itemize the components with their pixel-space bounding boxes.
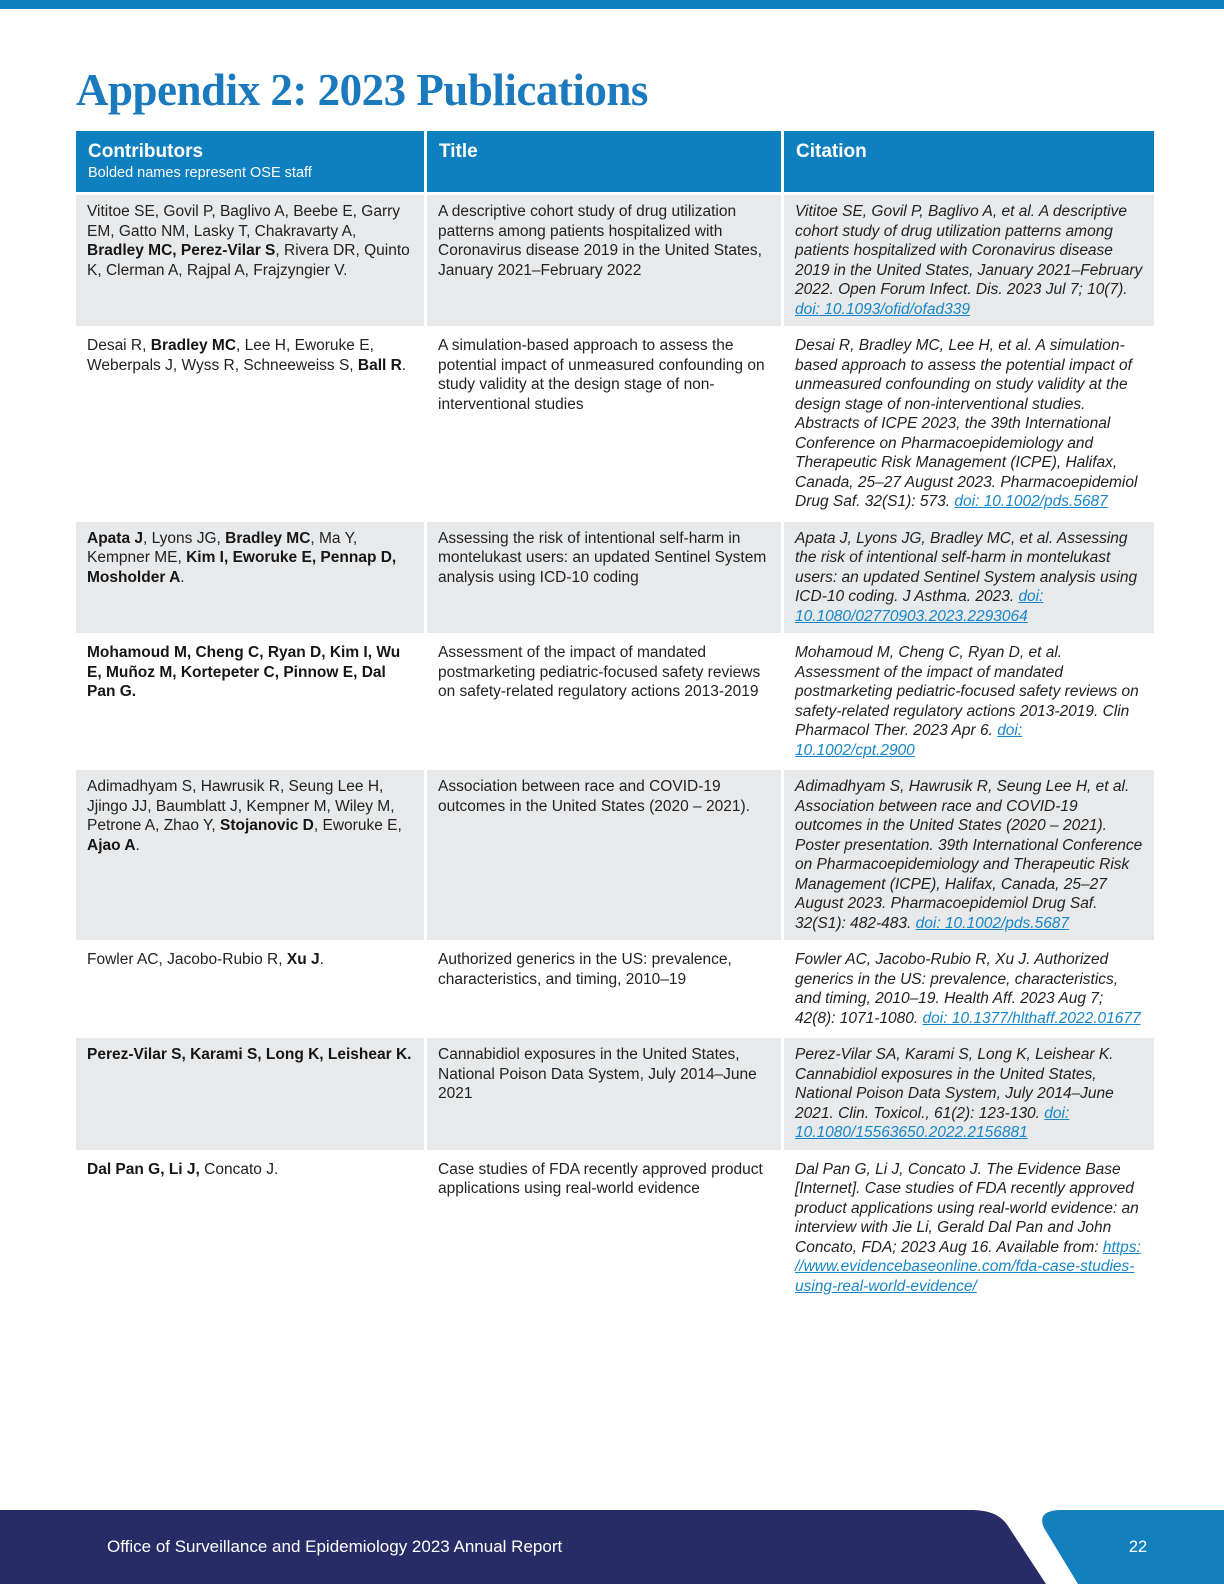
contributors-cell: Vititoe SE, Govil P, Baglivo A, Beebe E, Garry EM, Gatto NM, Lasky T, Chakravarty A, Bradley MC, Perez-Vilar S, Rivera DR, Quinto K, Clerman A, Rajpal A, Frajzyngier V. (76, 195, 424, 326)
title-cell: Authorized generics in the US: prevalence, characteristics, and timing, 2010–19 (427, 943, 781, 1035)
title-cell: Cannabidiol exposures in the United States, National Poison Data System, July 2014–June 2021 (427, 1038, 781, 1150)
contributors-header-cell (76, 131, 424, 192)
citation-cell: Desai R, Bradley MC, Lee H, et al. A simulation-based approach to assess the potential impact of unmeasured confounding on study validity at the design stage of non-interventional studies. Abstracts of ICPE 2023, the 39th International Conference on Pharmacoepidemiology and Therapeutic Risk Management (ICPE), Halifax, Canada, 25–27 August 2023. Pharmacoepidemiol Drug Saf. 32(S1): 573. doi: 10.1002/pds.5687 (784, 329, 1154, 519)
contributors-cell: Desai R, Bradley MC, Lee H, Eworuke E, Weberpals J, Wyss R, Schneeweiss S, Ball R. (76, 329, 424, 519)
doi-link[interactable]: doi: 10.1002/pds.5687 (954, 493, 1108, 510)
contributors-cell: Apata J, Lyons JG, Bradley MC, Ma Y, Kempner ME, Kim I, Eworuke E, Pennap D, Mosholder A. (76, 522, 424, 634)
citation-cell: Mohamoud M, Cheng C, Ryan D, et al. Assessment of the impact of mandated postmarketing pediatric-focused safety reviews on safety-related regulatory actions 2013-2019. Clin Pharmacol Ther. 2023 Apr 6. doi: 10.1002/cpt.2900 (784, 636, 1154, 767)
title-cell: Assessment of the impact of mandated postmarketing pediatric-focused safety reviews on safety-related regulatory actions 2013-2019 (427, 636, 781, 767)
doi-link[interactable]: doi: 10.1377/hlthaff.2022.01677 (922, 1009, 1141, 1027)
top-accent-bar (0, 0, 1224, 9)
doi-link[interactable]: doi: 10.1093/ofid/ofad339 (795, 300, 970, 318)
doi-link[interactable]: https: //www.evidencebaseonline.com/fda-case-studies-using-real-world-evidence/ (795, 1238, 1141, 1295)
doi-link[interactable]: doi: 10.1002/cpt.2900 (795, 722, 1023, 759)
title-cell: Case studies of FDA recently approved product applications using real-world evidence (427, 1153, 781, 1304)
contributors-header-label: Contributors (88, 141, 204, 162)
contributors-cell: Adimadhyam S, Hawrusik R, Seung Lee H, Jjingo JJ, Baumblatt J, Kempner M, Wiley M, Petrone A, Zhao Y, Stojanovic D, Eworuke E, Ajao A. (76, 770, 424, 940)
title-cell: Assessing the risk of intentional self-harm in montelukast users: an updated Sentinel System analysis using ICD-10 coding (427, 522, 781, 634)
citation-cell: Fowler AC, Jacobo-Rubio R, Xu J. Authorized generics in the US: prevalence, characteristics, and timing, 2010–19. Health Aff. 2023 Aug 7; 42(8): 1071-1080. doi: 10.1377/hlthaff.2022.01677 (784, 943, 1154, 1035)
contributors-cell: Perez-Vilar S, Karami S, Long K, Leishear K. (76, 1038, 424, 1150)
title-cell: Association between race and COVID-19 outcomes in the United States (2020 – 2021). (427, 770, 781, 940)
citation-header-cell (784, 131, 1154, 192)
citation-header-label: Citation (796, 141, 867, 162)
page-title: Appendix 2: 2023 Publications (76, 65, 648, 115)
page-number: 22 (1128, 1537, 1148, 1556)
title-header-label: Title (439, 141, 478, 162)
doi-link[interactable]: doi: 10.1080/15563650.2022.2156881 (795, 1104, 1070, 1141)
contributors-cell: Mohamoud M, Cheng C, Ryan D, Kim I, Wu E, Muñoz M, Kortepeter C, Pinnow E, Dal Pan G. (76, 636, 424, 767)
doi-link[interactable]: doi: 10.1002/pds.5687 (915, 914, 1070, 932)
footer-bar (0, 1510, 1224, 1584)
publications-table (76, 131, 1148, 1303)
title-cell: A simulation-based approach to assess the potential impact of unmeasured confounding on study validity at the design stage of non-interventional studies (427, 329, 781, 519)
citation-cell: Perez-Vilar SA, Karami S, Long K, Leishear K. Cannabidiol exposures in the United States, National Poison Data System, July 2014–June 2021. Clin. Toxicol., 61(2): 123-130. doi: 10.1080/15563650.2022.2156881 (784, 1038, 1154, 1150)
title-header-cell (427, 131, 781, 192)
citation-cell: Dal Pan G, Li J, Concato J. The Evidence Base [Internet]. Case studies of FDA recently approved product applications using real-world evidence: an interview with Jie Li, Gerald Dal Pan and John Concato, FDA; 2023 Aug 16. Available from: https: //www.evidencebaseonline.com/fda-case-studies-using-real-world-evidence/ (784, 1153, 1154, 1304)
doi-link[interactable]: doi: 10.1080/02770903.2023.2293064 (795, 588, 1044, 625)
contributors-cell: Fowler AC, Jacobo-Rubio R, Xu J. (76, 943, 424, 1035)
contributors-cell: Dal Pan G, Li J, Concato J. (76, 1153, 424, 1304)
citation-cell: Apata J, Lyons JG, Bradley MC, et al. Assessing the risk of intentional self-harm in montelukast users: an updated Sentinel System analysis using ICD-10 coding. J Asthma. 2023. doi: 10.1080/02770903.2023.2293064 (784, 522, 1154, 634)
citation-cell: Vititoe SE, Govil P, Baglivo A, et al. A descriptive cohort study of drug utilization patterns among patients hospitalized with Coronavirus disease 2019 in the United States, January 2021–February 2022. Open Forum Infect. Dis. 2023 Jul 7; 10(7). doi: 10.1093/ofid/ofad339 (784, 195, 1154, 326)
contributors-header-note: Bolded names represent OSE staff (88, 165, 312, 181)
footer-report-title: Office of Surveillance and Epidemiology 2023 Annual Report (107, 1537, 563, 1556)
citation-cell: Adimadhyam S, Hawrusik R, Seung Lee H, et al. Association between race and COVID-19 outcomes in the United States (2020 – 2021). Poster presentation. 39th International Conference on Pharmacoepidemiology and Therapeutic Risk Management (ICPE), Halifax, Canada, 25–27 August 2023. Pharmacoepidemiol Drug Saf. 32(S1): 482-483. doi: 10.1002/pds.5687 (784, 770, 1154, 940)
title-cell: A descriptive cohort study of drug utilization patterns among patients hospitalized with Coronavirus disease 2019 in the United States, January 2021–February 2022 (427, 195, 781, 326)
